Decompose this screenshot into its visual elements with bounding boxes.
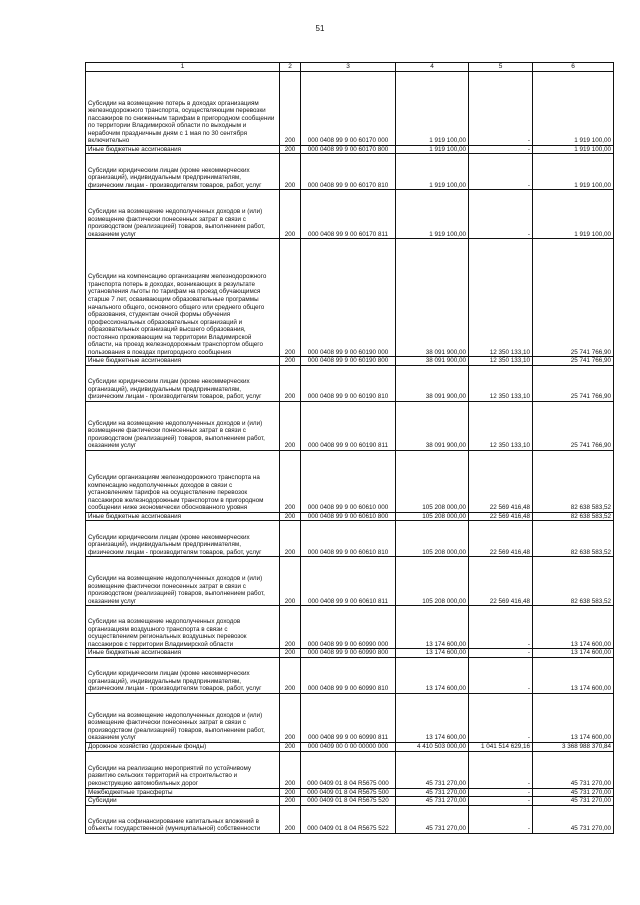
row-description: Субсидии юридическим лицам (кроме некоммерческих организаций), индивидуальным предпринимателям, физическим лицам - производителям товаров, работ, услуг — [86, 521, 280, 557]
row-line-code: 200 — [280, 657, 301, 693]
page-number: 51 — [315, 24, 325, 33]
row-line-code: 200 — [280, 357, 301, 366]
row-budget-code: 000 0408 99 9 00 60610 000 — [301, 450, 396, 512]
row-approved-amount: 1 919 100,00 — [396, 190, 469, 239]
row-description: Субсидии юридическим лицам (кроме некоммерческих организаций), индивидуальным предпринимателям, физическим лицам - производителям товаров, работ, услуг — [86, 657, 280, 693]
row-remaining-amount: 25 741 766,90 — [533, 365, 614, 401]
table-row — [86, 657, 614, 693]
row-budget-code: 000 0408 99 9 00 60190 800 — [301, 357, 396, 366]
row-description: Субсидии на софинансирование капитальных вложений в объекты государственной (муниципальной) собственности — [86, 805, 280, 833]
column-header: 5 — [469, 63, 533, 72]
row-budget-code: 000 0408 99 9 00 60170 811 — [301, 190, 396, 239]
row-remaining-amount: 82 638 583,52 — [533, 557, 614, 606]
row-executed-amount: - — [469, 190, 533, 239]
row-line-code: 200 — [280, 450, 301, 512]
row-remaining-amount: 13 174 600,00 — [533, 649, 614, 658]
table-row — [86, 805, 614, 833]
row-budget-code: 000 0408 99 9 00 60190 000 — [301, 239, 396, 357]
row-executed-amount: 1 041 514 629,16 — [469, 742, 533, 751]
row-description: Субсидии на возмещение недополученных доходов и (или) возмещение фактически понесенных затрат в связи с производством (реализацией) товаров, выполнением работ, оказанием услуг — [86, 557, 280, 606]
row-approved-amount: 38 091 900,00 — [396, 239, 469, 357]
row-budget-code: 000 0408 99 9 00 60990 811 — [301, 693, 396, 742]
row-executed-amount: - — [469, 788, 533, 797]
row-budget-code: 000 0409 00 0 00 00000 000 — [301, 742, 396, 751]
row-remaining-amount: 13 174 600,00 — [533, 657, 614, 693]
row-approved-amount: 38 091 900,00 — [396, 357, 469, 366]
row-executed-amount: 12 350 133,10 — [469, 357, 533, 366]
row-description: Иные бюджетные ассигнования — [86, 512, 280, 521]
table-row — [86, 190, 614, 239]
table-row — [86, 450, 614, 512]
row-line-code: 200 — [280, 71, 301, 145]
row-approved-amount: 105 208 000,00 — [396, 521, 469, 557]
row-executed-amount: 22 569 416,48 — [469, 557, 533, 606]
table-row — [86, 649, 614, 658]
row-description: Субсидии на компенсацию организациям железнодорожного транспорта потерь в доходах, возникающих в результате установления льготы по тарифам на проезд обучающимся старше 7 лет, осваивающим образовательные программы начального общего, основного общего или среднего общего образования, студентам очной формы обучения профессиональных образовательных организаций и образовательных организаций высшего образования, постоянно проживающим на территории Владимирской области, на проезд железнодорожным транспортом общего пользования в поездах пригородного сообщения — [86, 239, 280, 357]
row-description: Иные бюджетные ассигнования — [86, 357, 280, 366]
row-remaining-amount: 45 731 270,00 — [533, 805, 614, 833]
row-line-code: 200 — [280, 797, 301, 806]
row-executed-amount: - — [469, 805, 533, 833]
row-line-code: 200 — [280, 521, 301, 557]
row-executed-amount: - — [469, 606, 533, 649]
row-budget-code: 000 0408 99 9 00 60610 811 — [301, 557, 396, 606]
table-row — [86, 751, 614, 788]
table-row — [86, 693, 614, 742]
row-description: Межбюджетные трансферты — [86, 788, 280, 797]
row-description: Субсидии на реализацию мероприятий по устойчивому развитию сельских территорий на строительство и реконструкцию автомобильных дорог — [86, 751, 280, 788]
row-remaining-amount: 82 638 583,52 — [533, 512, 614, 521]
row-budget-code: 000 0408 99 9 00 60990 000 — [301, 606, 396, 649]
row-line-code: 200 — [280, 742, 301, 751]
row-budget-code: 000 0408 99 9 00 60190 811 — [301, 401, 396, 450]
row-line-code: 200 — [280, 788, 301, 797]
row-description: Иные бюджетные ассигнования — [86, 649, 280, 658]
row-line-code: 200 — [280, 154, 301, 190]
row-executed-amount: - — [469, 657, 533, 693]
row-remaining-amount: 82 638 583,52 — [533, 521, 614, 557]
row-executed-amount: 22 569 416,48 — [469, 450, 533, 512]
table-row — [86, 606, 614, 649]
row-budget-code: 000 0408 99 9 00 60610 810 — [301, 521, 396, 557]
table-row — [86, 365, 614, 401]
column-header: 1 — [86, 63, 280, 72]
row-approved-amount: 1 919 100,00 — [396, 145, 469, 154]
row-line-code: 200 — [280, 557, 301, 606]
row-description: Субсидии на возмещение недополученных доходов и (или) возмещение фактически понесенных затрат в связи с производством (реализацией) товаров, выполнением работ, оказанием услуг — [86, 401, 280, 450]
row-budget-code: 000 0408 99 9 00 60990 800 — [301, 649, 396, 658]
row-budget-code: 000 0408 99 9 00 60170 000 — [301, 71, 396, 145]
row-line-code: 200 — [280, 512, 301, 521]
row-budget-code: 000 0408 99 9 00 60170 810 — [301, 154, 396, 190]
row-executed-amount: 22 569 416,48 — [469, 512, 533, 521]
row-approved-amount: 4 410 503 000,00 — [396, 742, 469, 751]
row-approved-amount: 45 731 270,00 — [396, 788, 469, 797]
column-header: 6 — [533, 63, 614, 72]
row-line-code: 200 — [280, 693, 301, 742]
row-approved-amount: 13 174 600,00 — [396, 649, 469, 658]
column-header: 4 — [396, 63, 469, 72]
row-budget-code: 000 0408 99 9 00 60990 810 — [301, 657, 396, 693]
row-description: Дорожное хозяйство (дорожные фонды) — [86, 742, 280, 751]
row-executed-amount: - — [469, 71, 533, 145]
row-remaining-amount: 1 919 100,00 — [533, 190, 614, 239]
row-budget-code: 000 0409 01 8 04 R5675 522 — [301, 805, 396, 833]
table-header-row — [86, 63, 614, 72]
column-header: 2 — [280, 63, 301, 72]
table-row — [86, 154, 614, 190]
row-line-code: 200 — [280, 190, 301, 239]
row-line-code: 200 — [280, 751, 301, 788]
row-description: Субсидии на возмещение недополученных доходов и (или) возмещение фактически понесенных затрат в связи с производством (реализацией) товаров, выполнением работ, оказанием услуг — [86, 190, 280, 239]
row-description: Субсидии на возмещение потерь в доходах организациям железнодорожного транспорта, осуществляющим перевозки пассажиров по сниженным тарифам в пригородном сообщении по территории Владимирской области по выходным и нерабочим праздничным дням с 1 мая по 30 сентября включительно — [86, 71, 280, 145]
row-remaining-amount: 1 919 100,00 — [533, 145, 614, 154]
row-approved-amount: 45 731 270,00 — [396, 751, 469, 788]
row-executed-amount: - — [469, 751, 533, 788]
row-remaining-amount: 25 741 766,90 — [533, 401, 614, 450]
row-remaining-amount: 13 174 600,00 — [533, 606, 614, 649]
row-approved-amount: 38 091 900,00 — [396, 365, 469, 401]
table-row — [86, 401, 614, 450]
row-approved-amount: 45 731 270,00 — [396, 805, 469, 833]
row-remaining-amount: 25 741 766,90 — [533, 357, 614, 366]
row-remaining-amount: 45 731 270,00 — [533, 797, 614, 806]
row-line-code: 200 — [280, 606, 301, 649]
row-budget-code: 000 0408 99 9 00 60170 800 — [301, 145, 396, 154]
row-executed-amount: 12 350 133,10 — [469, 401, 533, 450]
row-approved-amount: 105 208 000,00 — [396, 512, 469, 521]
row-description: Субсидии организациям железнодорожного транспорта на компенсацию недополученных доходов в связи с установлением тарифов на осуществление перевозок пассажиров железнодорожным транспортом в пригородном сообщении ниже экономически обоснованного уровня — [86, 450, 280, 512]
row-description: Субсидии юридическим лицам (кроме некоммерческих организаций), индивидуальным предпринимателям, физическим лицам - производителям товаров, работ, услуг — [86, 154, 280, 190]
row-description: Иные бюджетные ассигнования — [86, 145, 280, 154]
row-remaining-amount: 45 731 270,00 — [533, 788, 614, 797]
row-budget-code: 000 0409 01 8 04 R5675 000 — [301, 751, 396, 788]
row-approved-amount: 13 174 600,00 — [396, 606, 469, 649]
table-row — [86, 788, 614, 797]
row-approved-amount: 13 174 600,00 — [396, 693, 469, 742]
table-row — [86, 357, 614, 366]
table-row — [86, 512, 614, 521]
row-budget-code: 000 0408 99 9 00 60610 800 — [301, 512, 396, 521]
table-row — [86, 239, 614, 357]
row-approved-amount: 45 731 270,00 — [396, 797, 469, 806]
row-approved-amount: 13 174 600,00 — [396, 657, 469, 693]
row-budget-code: 000 0409 01 8 04 R5675 520 — [301, 797, 396, 806]
row-remaining-amount: 82 638 583,52 — [533, 450, 614, 512]
row-remaining-amount: 1 919 100,00 — [533, 154, 614, 190]
row-executed-amount: 12 350 133,10 — [469, 365, 533, 401]
row-executed-amount: - — [469, 797, 533, 806]
row-line-code: 200 — [280, 401, 301, 450]
row-line-code: 200 — [280, 805, 301, 833]
row-line-code: 200 — [280, 145, 301, 154]
row-approved-amount: 105 208 000,00 — [396, 557, 469, 606]
row-approved-amount: 105 208 000,00 — [396, 450, 469, 512]
row-executed-amount: 12 350 133,10 — [469, 239, 533, 357]
table-row — [86, 742, 614, 751]
row-remaining-amount: 1 919 100,00 — [533, 71, 614, 145]
row-executed-amount: - — [469, 154, 533, 190]
row-executed-amount: - — [469, 145, 533, 154]
row-line-code: 200 — [280, 649, 301, 658]
budget-table — [85, 62, 614, 834]
table-row — [86, 71, 614, 145]
row-line-code: 200 — [280, 365, 301, 401]
row-approved-amount: 1 919 100,00 — [396, 154, 469, 190]
row-remaining-amount: 3 368 988 370,84 — [533, 742, 614, 751]
row-remaining-amount: 13 174 600,00 — [533, 693, 614, 742]
row-remaining-amount: 45 731 270,00 — [533, 751, 614, 788]
row-executed-amount: - — [469, 649, 533, 658]
table-row — [86, 557, 614, 606]
row-description: Субсидии на возмещение недополученных доходов организациям воздушного транспорта в связи с осуществлением региональных воздушных перевозок пассажиров с территории Владимирской области — [86, 606, 280, 649]
row-approved-amount: 38 091 900,00 — [396, 401, 469, 450]
column-header: 3 — [301, 63, 396, 72]
row-budget-code: 000 0409 01 8 04 R5675 500 — [301, 788, 396, 797]
row-budget-code: 000 0408 99 9 00 60190 810 — [301, 365, 396, 401]
table-row — [86, 521, 614, 557]
row-remaining-amount: 25 741 766,90 — [533, 239, 614, 357]
table-row — [86, 145, 614, 154]
row-description: Субсидии юридическим лицам (кроме некоммерческих организаций), индивидуальным предпринимателям, физическим лицам - производителям товаров, работ, услуг — [86, 365, 280, 401]
row-description: Субсидии — [86, 797, 280, 806]
row-line-code: 200 — [280, 239, 301, 357]
row-approved-amount: 1 919 100,00 — [396, 71, 469, 145]
row-description: Субсидии на возмещение недополученных доходов и (или) возмещение фактически понесенных затрат в связи с производством (реализацией) товаров, выполнением работ, оказанием услуг — [86, 693, 280, 742]
row-executed-amount: 22 569 416,48 — [469, 521, 533, 557]
row-executed-amount: - — [469, 693, 533, 742]
table-row — [86, 797, 614, 806]
